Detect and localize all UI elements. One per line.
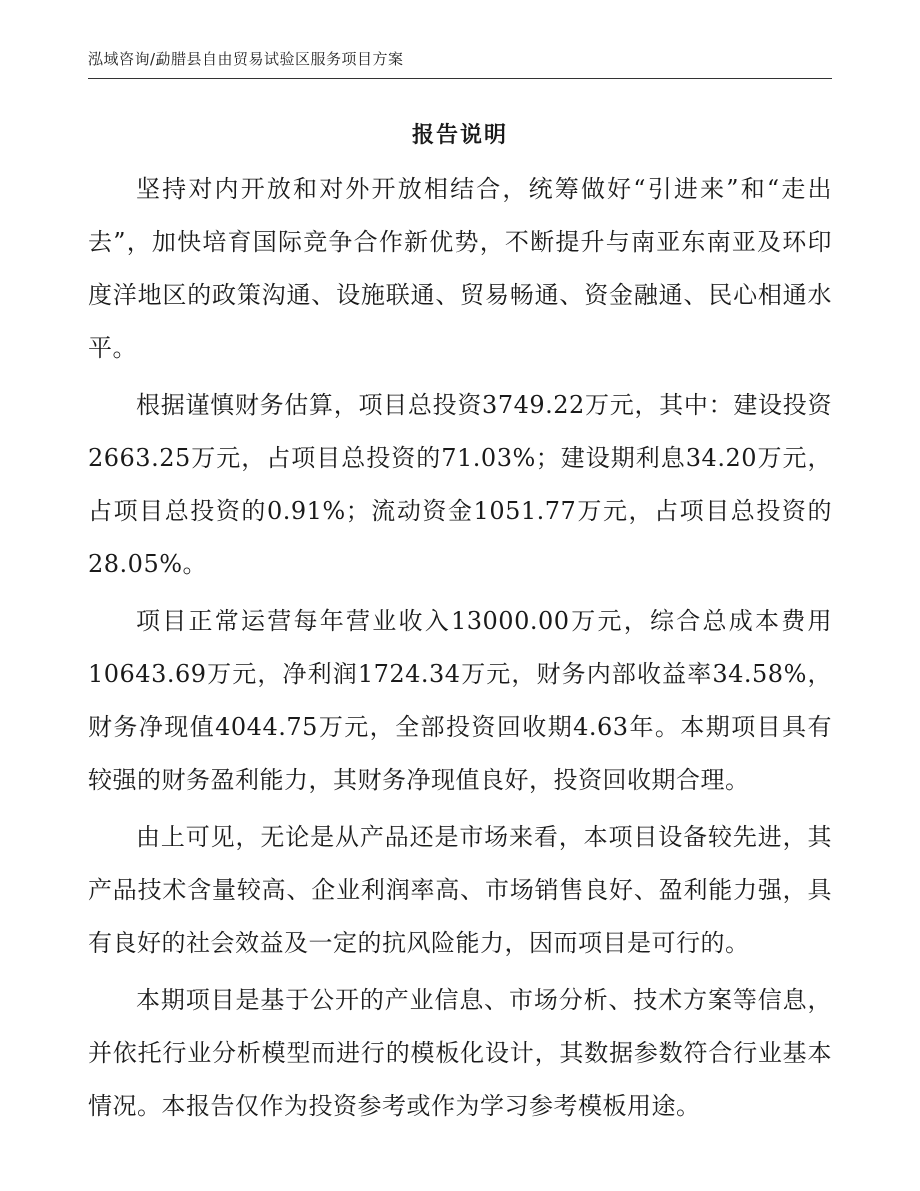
paragraph-disclaimer: 本期项目是基于公开的产业信息、市场分析、技术方案等信息，并依托行业分析模型而进行的模板化设计，其数据参数符合行业基本情况。本报告仅作为投资参考或作为学习参考模板用途。 [88, 986, 832, 1120]
paragraph-investment-estimate: 根据谨慎财务估算，项目总投资3749.22万元，其中：建设投资2663.25万元，占项目总投资的71.03%；建设期利息34.20万元，占项目总投资的0.91%；流动资金1051.77万元，占项目总投资的28.05%。 [88, 391, 832, 578]
paragraph-feasibility: 由上可见，无论是从产品还是市场来看，本项目设备较先进，其产品技术含量较高、企业利润率高、市场销售良好、盈利能力强，具有良好的社会效益及一定的抗风险能力，因而项目是可行的。 [88, 823, 832, 957]
paragraph-financial-returns: 项目正常运营每年营业收入13000.00万元，综合总成本费用10643.69万元，净利润1724.34万元，财务内部收益率34.58%，财务净现值4044.75万元，全部投资回收期4.63年。本期项目具有较强的财务盈利能力，其财务净现值良好，投资回收期合理。 [88, 607, 832, 794]
running-header: 泓域咨询/勐腊县自由贸易试验区服务项目方案 [88, 50, 404, 68]
header-divider [88, 78, 832, 79]
document-body [88, 163, 832, 1137]
paragraph-opening-policy: 坚持对内开放和对外开放相结合，统筹做好“引进来”和“走出去”，加快培育国际竞争合作新优势，不断提升与南亚东南亚及环印度洋地区的政策沟通、设施联通、贸易畅通、资金融通、民心相通水平。 [88, 175, 832, 362]
page-title: 报告说明 [411, 123, 508, 148]
